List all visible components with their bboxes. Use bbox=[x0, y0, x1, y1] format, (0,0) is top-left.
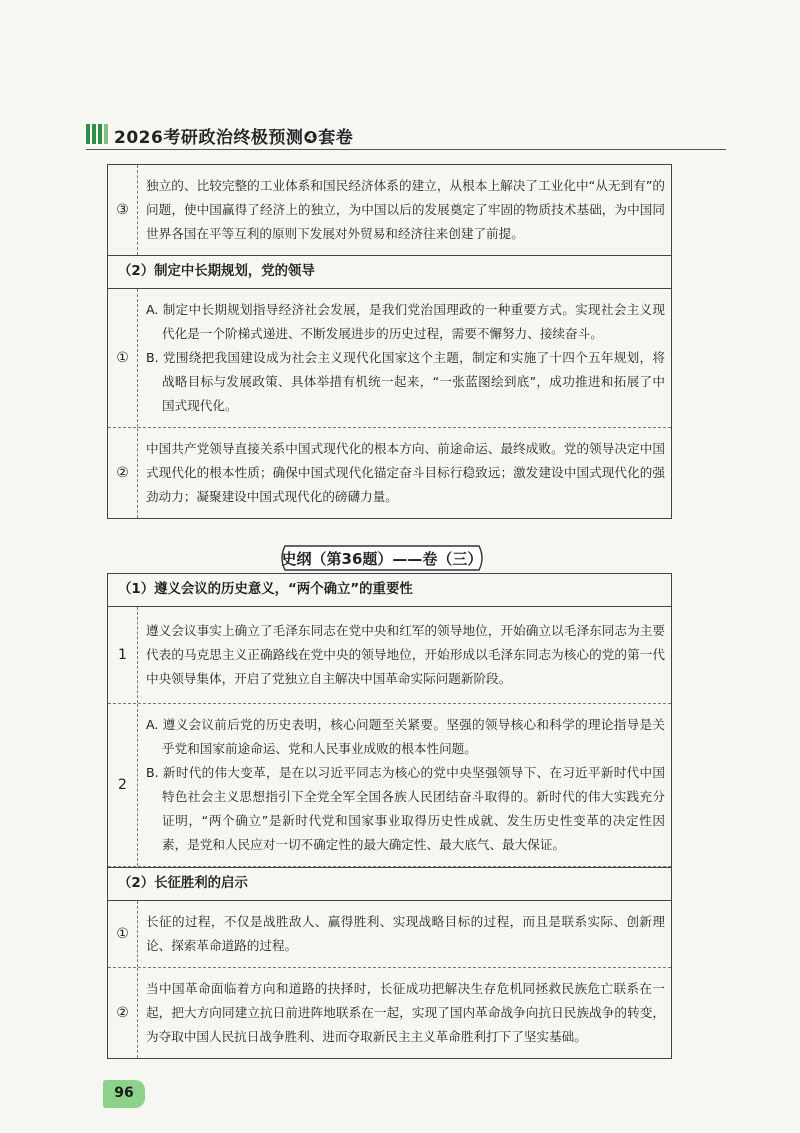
row-number: ① bbox=[108, 901, 138, 967]
row-number: ① bbox=[108, 289, 138, 427]
table-row bbox=[108, 607, 671, 704]
section-heading bbox=[108, 256, 671, 289]
section-title: （2）制定中长期规划，党的领导 bbox=[118, 264, 315, 279]
row-text: 当中国革命面临着方向和道路的抉择时，长征成功把解决生存危机同拯救民族危亡联系在一起，把大方向同建立抗日前进阵地联系在一起，实现了国内革命战争向抗日民族战争的转变，为夺取中国人民抗日战争胜利、进而夺取新民主主义革命胜利打下了坚实基础。 bbox=[146, 981, 665, 1044]
page-number-badge bbox=[103, 1080, 145, 1108]
banner-title: 史纲（第36题）——卷（三） bbox=[281, 550, 483, 568]
point-b: B. 新时代的伟大变革，是在以习近平同志为核心的党中央坚强领导下、在习近平新时代中国特色社会主义思想指引下全党全军全国各族人民团结奋斗取得的。新时代的伟大实践充分证明，“两个确立”是新时代党和国家事业取得历史性成就、发生历史性变革的决定性因素，是党和人民应对一切不确定性的最大确定性、最大底气、最大保证。 bbox=[146, 765, 665, 852]
running-header bbox=[86, 124, 726, 152]
section-title: （1）遵义会议的历史意义，“两个确立”的重要性 bbox=[118, 582, 413, 597]
point-a: A. 遵义会议前后党的历史表明，核心问题至关紧要。坚强的领导核心和科学的理论指导是关乎党和国家前途命运、党和人民事业成败的根本性问题。 bbox=[146, 717, 665, 756]
row-number: ③ bbox=[108, 165, 138, 255]
row-text: 独立的、比较完整的工业体系和国民经济体系的建立，从根本上解决了工业化中“从无到有”的问题，使中国赢得了经济上的独立，为中国以后的发展奠定了牢固的物质技术基础，为中国同世界各国在平等互利的原则下发展对外贸易和经济往来创建了前提。 bbox=[146, 178, 665, 241]
row-text: 长征的过程，不仅是战胜敌人、赢得胜利、实现战略目标的过程，而且是联系实际、创新理论、探索革命道路的过程。 bbox=[146, 914, 665, 953]
row-text: 遵义会议事实上确立了毛泽东同志在党中央和红军的领导地位，开始确立以毛泽东同志为主要代表的马克思主义正确路线在党中央的领导地位，开始形成以毛泽东同志为核心的党的第一代中央领导集体，开启了党独立自主解决中国革命实际问题新阶段。 bbox=[146, 623, 665, 686]
section-title: （2）长征胜利的启示 bbox=[118, 876, 248, 891]
table-row bbox=[108, 428, 671, 518]
page-number: 96 bbox=[114, 1085, 134, 1101]
section-heading bbox=[108, 574, 671, 607]
table-row bbox=[108, 289, 671, 428]
bottom-answer-table bbox=[107, 573, 672, 1059]
table-row bbox=[108, 704, 671, 867]
book-title: 2026考研政治终极预测❹套卷 bbox=[114, 128, 354, 148]
top-answer-table bbox=[107, 164, 672, 519]
table-row bbox=[108, 968, 671, 1058]
section-banner bbox=[279, 543, 485, 573]
row-number: 1 bbox=[108, 607, 138, 703]
book-icon bbox=[86, 124, 108, 144]
point-b: B. 党围绕把我国建设成为社会主义现代化国家这个主题，制定和实施了十四个五年规划，将战略目标与发展政策、具体举措有机统一起来，“一张蓝图绘到底”，成功推进和拓展了中国式现代化。 bbox=[146, 350, 665, 413]
row-number: ② bbox=[108, 968, 138, 1058]
row-text: 中国共产党领导直接关系中国式现代化的根本方向、前途命运、最终成败。党的领导决定中国式现代化的根本性质；确保中国式现代化锚定奋斗目标行稳致远；激发建设中国式现代化的强劲动力；凝聚建设中国式现代化的磅礴力量。 bbox=[146, 441, 665, 504]
section-heading bbox=[108, 867, 671, 901]
header-rule bbox=[86, 149, 726, 150]
table-row bbox=[108, 901, 671, 968]
point-a: A. 制定中长期规划指导经济社会发展，是我们党治国理政的一种重要方式。实现社会主义现代化是一个阶梯式递进、不断发展进步的历史过程，需要不懈努力、接续奋斗。 bbox=[146, 302, 665, 341]
table-row bbox=[108, 165, 671, 256]
row-number: 2 bbox=[108, 704, 138, 866]
row-number: ② bbox=[108, 428, 138, 518]
